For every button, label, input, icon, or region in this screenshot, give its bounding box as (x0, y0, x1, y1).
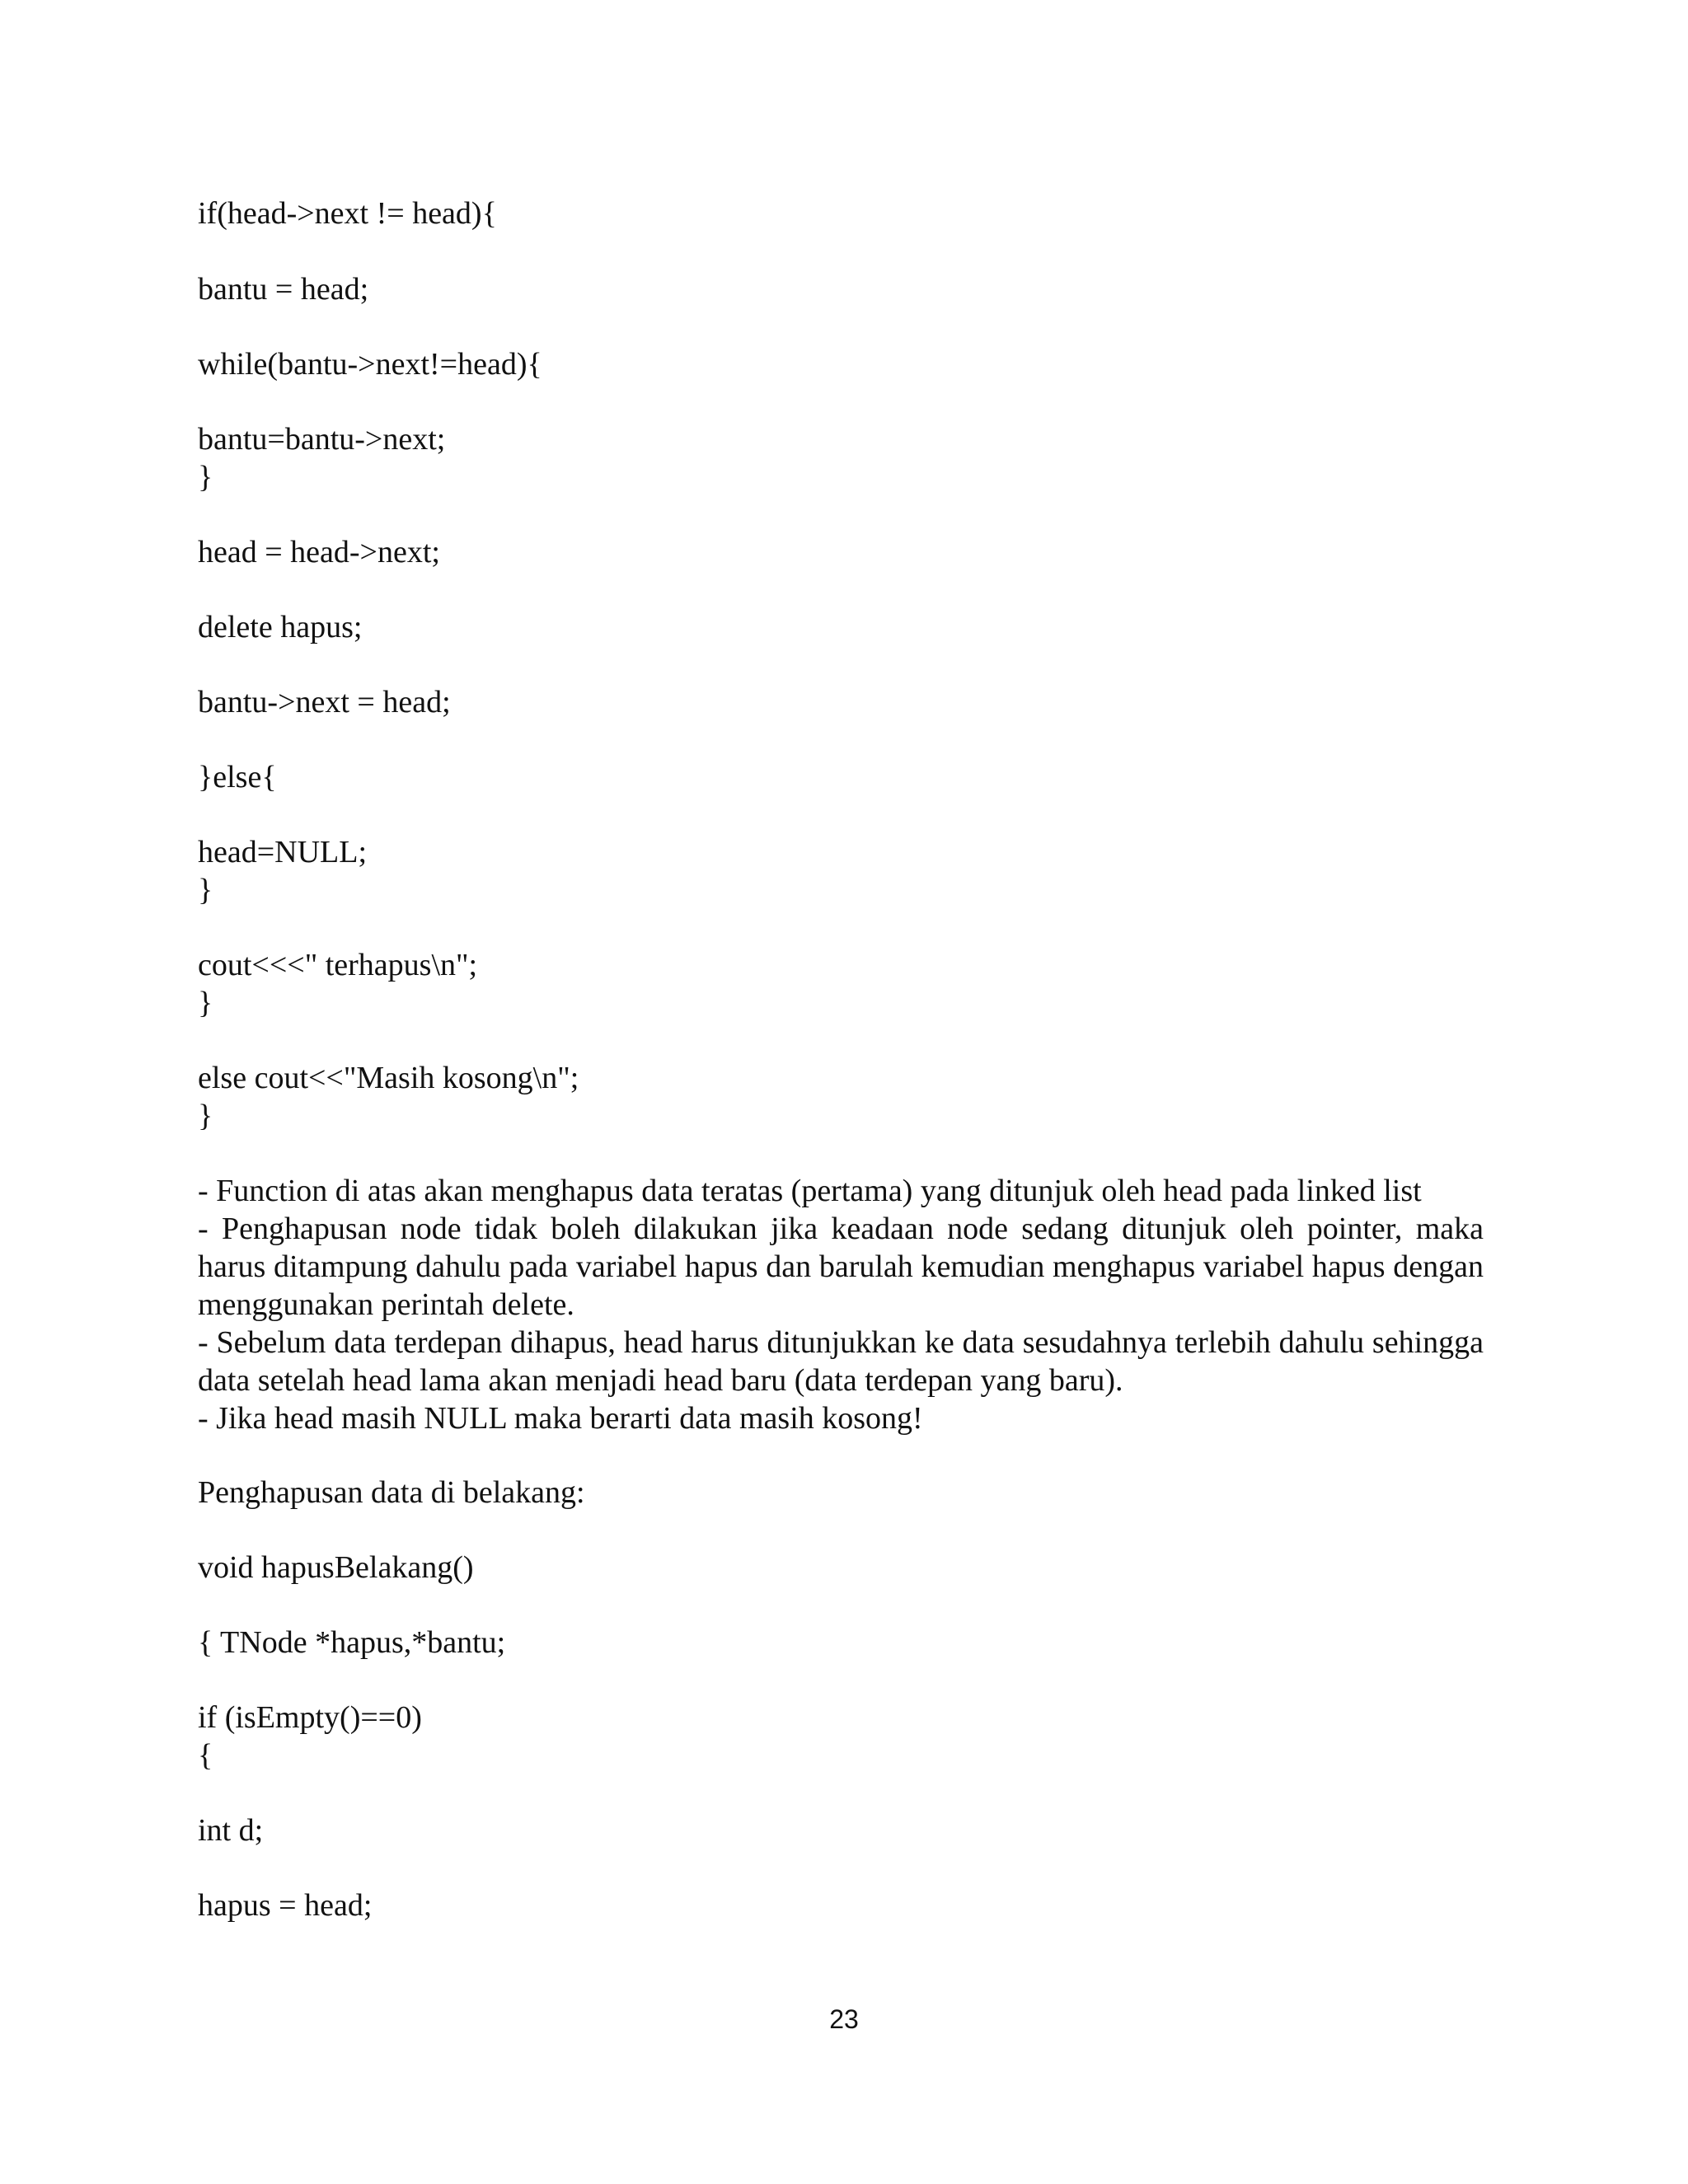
code-line: } (198, 1099, 213, 1133)
note-item: - Jika head masih NULL maka berarti data masih kosong! (198, 1401, 923, 1436)
code-line: hapus = head; (198, 1888, 373, 1923)
code-line: else cout<<"Masih kosong\n"; (198, 1061, 579, 1095)
code-line: head=NULL; (198, 835, 368, 869)
code-line: delete hapus; (198, 610, 363, 644)
note-item: - Sebelum data terdepan dihapus, head harus ditunjukkan ke data sesudahnya terlebih dahulu sehingga data setelah head lama akan menjadi head baru (data terdepan yang baru). (198, 1325, 1484, 1398)
section-heading: Penghapusan data di belakang: (198, 1475, 585, 1510)
note-item: - Function di atas akan menghapus data teratas (pertama) yang ditunjuk oleh head pada linked list (198, 1174, 1422, 1208)
code-line: if(head->next != head){ (198, 196, 497, 231)
code-line: }else{ (198, 760, 277, 794)
code-line: cout<<<" terhapus\n"; (198, 948, 478, 982)
code-line: if (isEmpty()==0) (198, 1700, 422, 1735)
notes-block (198, 1172, 1484, 1437)
code-line: int d; (198, 1813, 264, 1848)
code-line: { TNode *hapus,*bantu; (198, 1625, 506, 1660)
page-number: 23 (829, 2004, 859, 2034)
code-line: bantu->next = head; (198, 685, 451, 719)
note-item: - Penghapusan node tidak boleh dilakukan jika keadaan node sedang ditunjuk oleh pointer, maka harus ditampung dahulu pada variabel hapus dan barulah kemudian menghapus variabel hapus dengan menggunakan perintah delete. (198, 1212, 1484, 1322)
code-line: { (198, 1738, 213, 1773)
code-line: bantu=bantu->next; (198, 422, 446, 457)
code-line: bantu = head; (198, 272, 369, 307)
code-line: } (198, 873, 213, 907)
code-line: } (198, 460, 213, 494)
code-line: } (198, 986, 213, 1020)
code-line: while(bantu->next!=head){ (198, 347, 542, 382)
code-line: void hapusBelakang() (198, 1550, 474, 1585)
code-line: head = head->next; (198, 535, 440, 569)
